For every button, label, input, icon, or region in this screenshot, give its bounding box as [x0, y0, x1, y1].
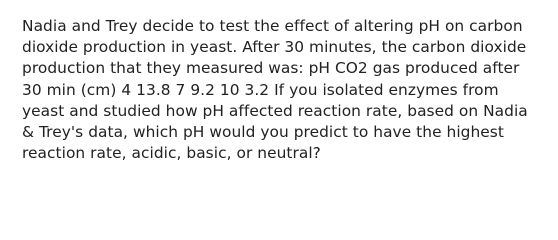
question-line-7: reaction rate, acidic, basic, or neutral? — [22, 144, 321, 163]
question-line-5: yeast and studied how pH affected reaction rate, based on Nadia — [22, 101, 528, 120]
question-line-4: 30 min (cm) 4 13.8 7 9.2 10 3.2 If you isolated enzymes from — [22, 80, 499, 99]
question-line-2: dioxide production in yeast. After 30 minutes, the carbon dioxide — [22, 38, 527, 57]
question-line-6: & Trey's data, which pH would you predict to have the highest — [22, 123, 504, 142]
question-text — [22, 16, 547, 164]
question-line-3: production that they measured was: pH CO2 gas produced after — [22, 59, 520, 78]
question-line-1: Nadia and Trey decide to test the effect of altering pH on carbon — [22, 17, 523, 35]
